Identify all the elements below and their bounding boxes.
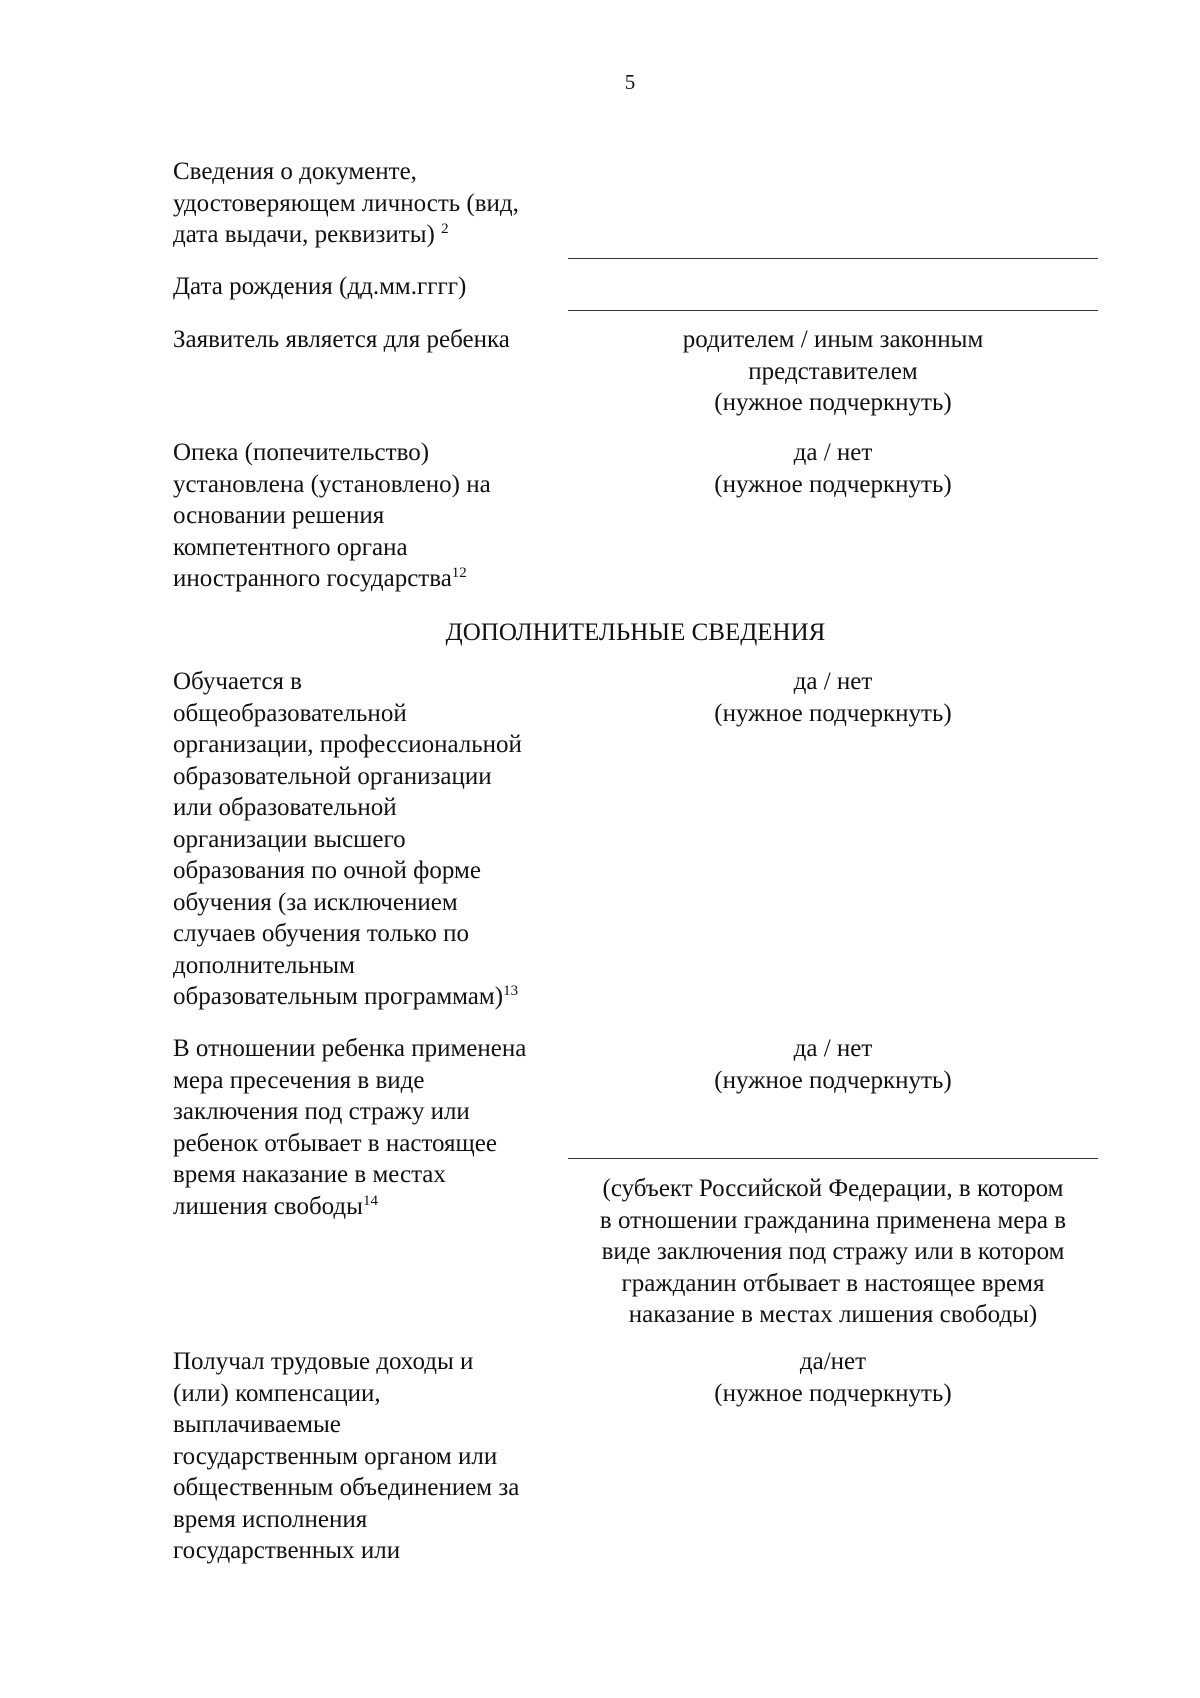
study-options[interactable] bbox=[568, 666, 1098, 729]
underline-hint: (нужное подчеркнуть) bbox=[714, 1379, 952, 1407]
underline-hint: (нужное подчеркнуть) bbox=[714, 389, 952, 416]
underline-hint: (нужное подчеркнуть) bbox=[714, 699, 952, 727]
footnote-ref: 2 bbox=[441, 221, 449, 237]
yes-no-choice[interactable]: да/нет bbox=[799, 1348, 867, 1375]
footnote-ref: 12 bbox=[451, 565, 467, 581]
applicant-role-options[interactable] bbox=[568, 324, 1098, 419]
applicant-role-label: Заявитель является для ребенка bbox=[173, 326, 510, 353]
underline-hint: (нужное подчеркнуть) bbox=[714, 1066, 952, 1094]
footnote-ref: 14 bbox=[362, 1192, 378, 1209]
guardianship-label: Опека (попечительство) установлена (установлено) на основании решения компетентного органа иностранного государства$^{12}$ bbox=[173, 439, 491, 592]
yes-no-choice[interactable]: да / нет bbox=[793, 1035, 873, 1062]
id-document-label-line: Сведения о документе, bbox=[173, 158, 417, 185]
footnote-ref: 13 bbox=[503, 983, 519, 999]
detention-label: В отношении ребенка применена мера пресечения в виде заключения под стражу или ребенок отбывает в настоящее время наказание в местах лишения свободы$^{14}$ bbox=[173, 1035, 527, 1220]
detention-options[interactable] bbox=[568, 1033, 1098, 1096]
birth-date-entry-line[interactable] bbox=[568, 310, 1098, 311]
id-document-label bbox=[173, 156, 568, 251]
labor-income-options[interactable] bbox=[568, 1346, 1098, 1409]
detention-subject-caption: (субъект Российской Федерации, в котором в отношении гражданина применена мера в виде заключения под стражу или в котором гражданин отбывает в настоящее время наказание в местах лишения свободы) bbox=[599, 1175, 1067, 1328]
applicant-role-option-text[interactable]: родителем / иным законным bbox=[682, 326, 984, 353]
section-heading: ДОПОЛНИТЕЛЬНЫЕ СВЕДЕНИЯ bbox=[445, 619, 826, 646]
applicant-role-option-text[interactable]: представителем bbox=[748, 357, 918, 385]
yes-no-choice[interactable]: да / нет bbox=[793, 668, 873, 695]
study-label: Обучается в общеобразовательной организации, профессиональной образовательной организации или образовательной организации высшего образования по очной форме обучения (за исключением случаев обучения только по дополнительным образовательным программам)$^{13}$ bbox=[173, 668, 522, 1010]
id-document-entry-line[interactable] bbox=[568, 258, 1098, 259]
id-document-label-line: дата выдачи, реквизиты) $^2$ bbox=[173, 221, 449, 248]
yes-no-choice[interactable]: да / нет bbox=[793, 439, 873, 466]
detention-subject-entry-line[interactable] bbox=[568, 1158, 1098, 1159]
page-number: 5 bbox=[624, 70, 636, 94]
underline-hint: (нужное подчеркнуть) bbox=[714, 470, 952, 498]
labor-income-label: Получал трудовые доходы и (или) компенсации, выплачиваемые государственным органом или общественным объединением за время исполнения государственных или bbox=[173, 1348, 520, 1564]
guardianship-options[interactable] bbox=[568, 437, 1098, 500]
birth-date-label: Дата рождения (дд.мм.гггг) bbox=[173, 273, 467, 300]
id-document-label-line: удостоверяющем личность (вид, bbox=[173, 189, 519, 217]
